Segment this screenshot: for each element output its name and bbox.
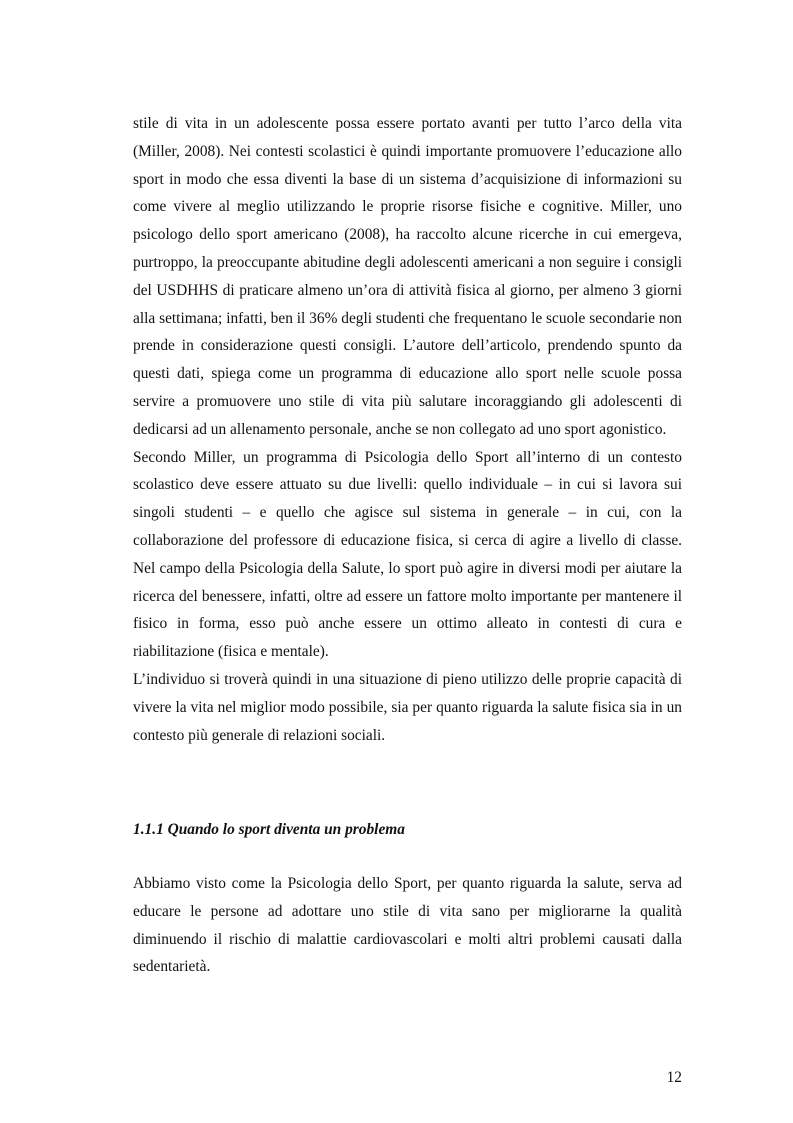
paragraph-two-levels: Secondo Miller, un programma di Psicologia dello Sport all’interno di un contesto scolastico deve essere attuato su due livelli: quello individuale – in cui si lavora sui singoli studenti – e quello che agisce sul sistema in generale – in cui, con la collaborazione del professore di educazione fisica, si cerca di agire a livello di classe. Nel campo della Psicologia della Salute, lo sport può agire in diversi modi per aiutare la ricerca del benessere, infatti, oltre ad essere un fattore molto importante per mantenere il fisico in forma, esso può anche essere un ottimo alleato in contesti di cura e riabilitazione (fisica e mentale).: [133, 448, 682, 661]
paragraph-individual: L’individuo si troverà quindi in una situazione di pieno utilizzo delle proprie capacità di vivere la vita nel miglior modo possibile, sia per quanto riguarda la salute fisica sia in un contesto più generale di relazioni sociali.: [133, 670, 682, 744]
page-number: 12: [666, 1069, 682, 1086]
paragraph-sedentary: Abbiamo visto come la Psicologia dello Sport, per quanto riguarda la salute, serva ad educare le persone ad adottare uno stile di vita sano per migliorarne la qualità diminuendo il rischio di malattie cardiovascolari e molti altri problemi causati dalla sedentarietà.: [133, 875, 682, 976]
paragraph-miller-school: stile di vita in un adolescente possa essere portato avanti per tutto l’arco della vita (Miller, 2008). Nei contesti scolastici è quindi importante promuovere l’educazione allo sport in modo che essa diventi la base di un sistema d’acquisizione di informazioni su come vivere al meglio utilizzando le proprie risorse fisiche e cognitive. Miller, uno psicologo dello sport americano (2008), ha raccolto alcune ricerche in cui emergeva, purtroppo, la preoccupante abitudine degli adolescenti americani a non seguire i consigli del USDHHS di praticare almeno un’ora di attività fisica al giorno, per almeno 3 giorni alla settimana; infatti, ben il 36% degli studenti che frequentano le scuole secondarie non prende in considerazione questi consigli. L’autore dell’articolo, prendendo spunto da questi dati, spiega come un programma di educazione allo sport nelle scuole possa servire a promuovere uno stile di vita più salutare incoraggiando gli adolescenti di dedicarsi ad un allenamento personale, anche se non collegato ad uno sport agonistico.: [133, 115, 682, 438]
section-heading: 1.1.1 Quando lo sport diventa un problema: [133, 821, 405, 838]
body-text-bottom: [133, 870, 682, 981]
body-text-top: [133, 110, 682, 749]
